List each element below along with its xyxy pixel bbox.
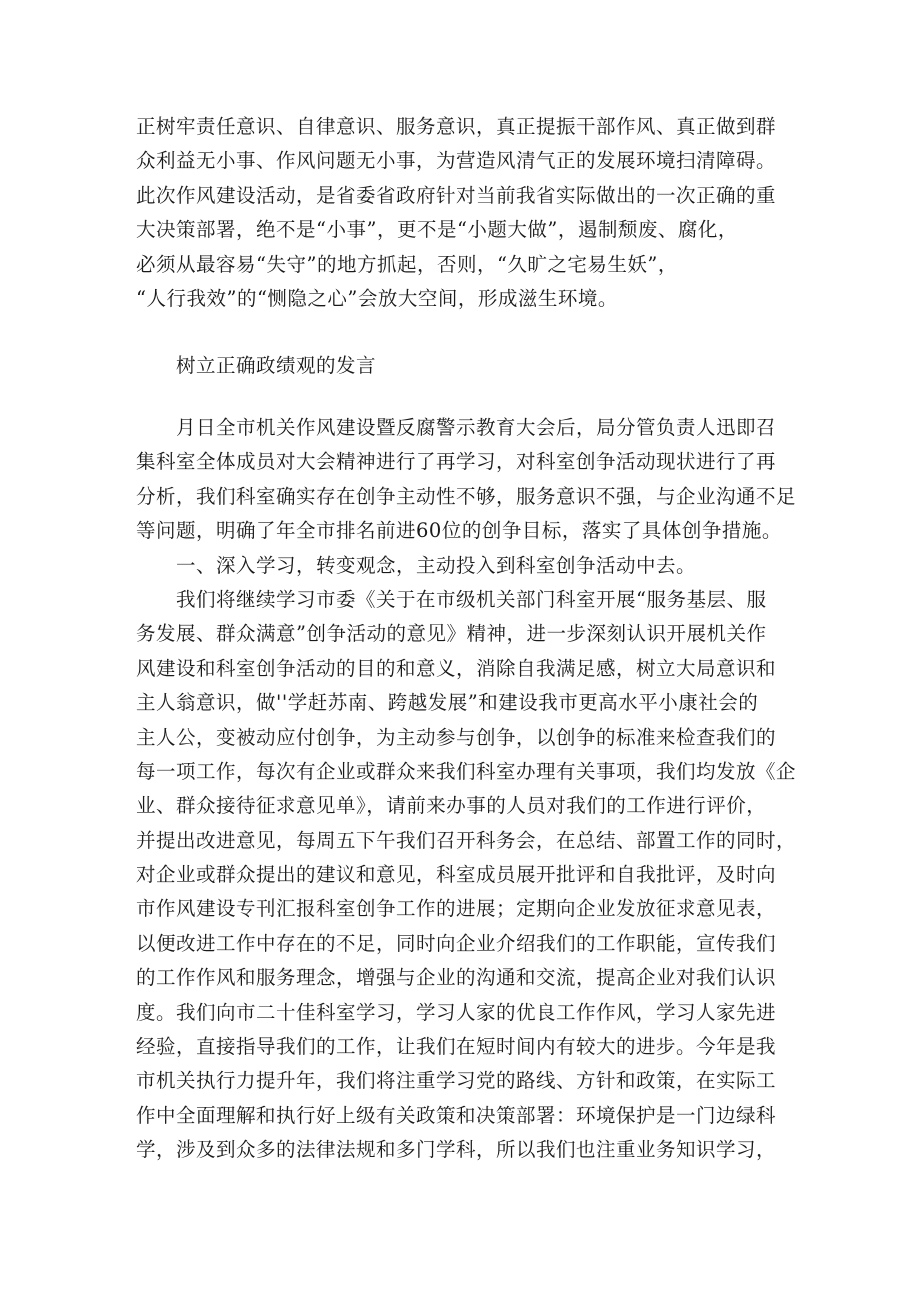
text-line: 度。我们向市二十佳科室学习，学习人家的优良工作作风，学习人家先进 [136,1000,777,1024]
section-heading [136,349,786,383]
heading-text: 树立正确政绩观的发言 [176,354,377,377]
text-line: 月日全市机关作风建设暨反腐警示教育大会后，局分管负责人迅即召 [176,416,777,439]
text-line: 市机关执行力提升年，我们将注重学习党的路线、方针和政策，在实际工 [136,1069,777,1093]
text-line: 等问题，明确了年全市排名前进60位的创争目标，落实了具体创争措施。 [136,519,782,543]
text-line: 大决策部署，绝不是“小事”，更不是“小题大做”，遏制颓废、腐化， [136,218,738,242]
text-line: 的工作作风和服务理念，增强与企业的沟通和交流，提高企业对我们认识 [136,966,777,990]
text-line: 业、群众接待征求意见单》，请前来办事的人员对我们的工作进行评价， [136,794,767,818]
list-item-heading: 一、深入学习，转变观念，主动投入到科室创争活动中去。 [176,553,697,577]
text-line: 作中全面理解和执行好上级有关政策和决策部署：环境保护是一门边绿科 [136,1103,777,1127]
text-line: 对企业或群众提出的建议和意见，科室成员展开批评和自我批评，及时向 [136,863,777,887]
text-line: 主人公，变被动应付创争，为主动参与创争，以创争的标准来检查我们的 [136,725,777,749]
text-line: 此次作风建设活动，是省委省政府针对当前我省实际做出的一次正确的重 [136,183,777,207]
body-text [136,411,797,1168]
text-line: 必须从最容易“失守”的地方抓起，否则，“久旷之宅易生妖”， [136,252,678,276]
text-line: 众利益无小事、作风问题无小事，为营造风清气正的发展环境扫清障碍。 [136,149,777,173]
text-line: 我们将继续学习市委《关于在市级机关部门科室开展“服务基层、服 [176,587,767,611]
text-line: 学，涉及到众多的法律法规和多门学科，所以我们也注重业务知识学习， [136,1138,777,1162]
text-line: 风建设和科室创争活动的目的和意义，消除自我满足感，树立大局意识和 [136,656,777,680]
text-line: 务发展、群众满意”创争活动的意见》精神，进一步深刻认识开展机关作 [136,622,767,646]
text-line: 并提出改进意见，每周五下午我们召开科务会，在总结、部置工作的同时， [136,828,797,852]
text-line: 经验，直接指导我们的工作，让我们在短时间内有较大的进步。今年是我 [136,1035,777,1059]
paragraph-continued [136,110,786,316]
text-line: 集科室全体成员对大会精神进行了再学习，对科室创争活动现状进行了再 [136,450,777,474]
text-line: 分析，我们科室确实存在创争主动性不够，服务意识不强，与企业沟通不足 [136,484,797,508]
text-line: 主人翁意识，做''学赶苏南、跨越发展”和建设我市更高水平小康社会的 [136,691,759,715]
text-line: 每一项工作，每次有企业或群众来我们科室办理有关事项，我们均发放《企 [136,759,797,783]
text-line: “人行我效”的“恻隐之心”会放大空间，形成滋生环境。 [136,286,618,310]
text-line: 以便改进工作中存在的不足，同时向企业介绍我们的工作职能，宣传我们 [136,931,777,955]
text-line: 正树牢责任意识、自律意识、服务意识，真正提振干部作风、真正做到群 [136,115,777,138]
text-line: 市作风建设专刊汇报科室创争工作的进展；定期向企业发放征求意见表， [136,897,777,921]
